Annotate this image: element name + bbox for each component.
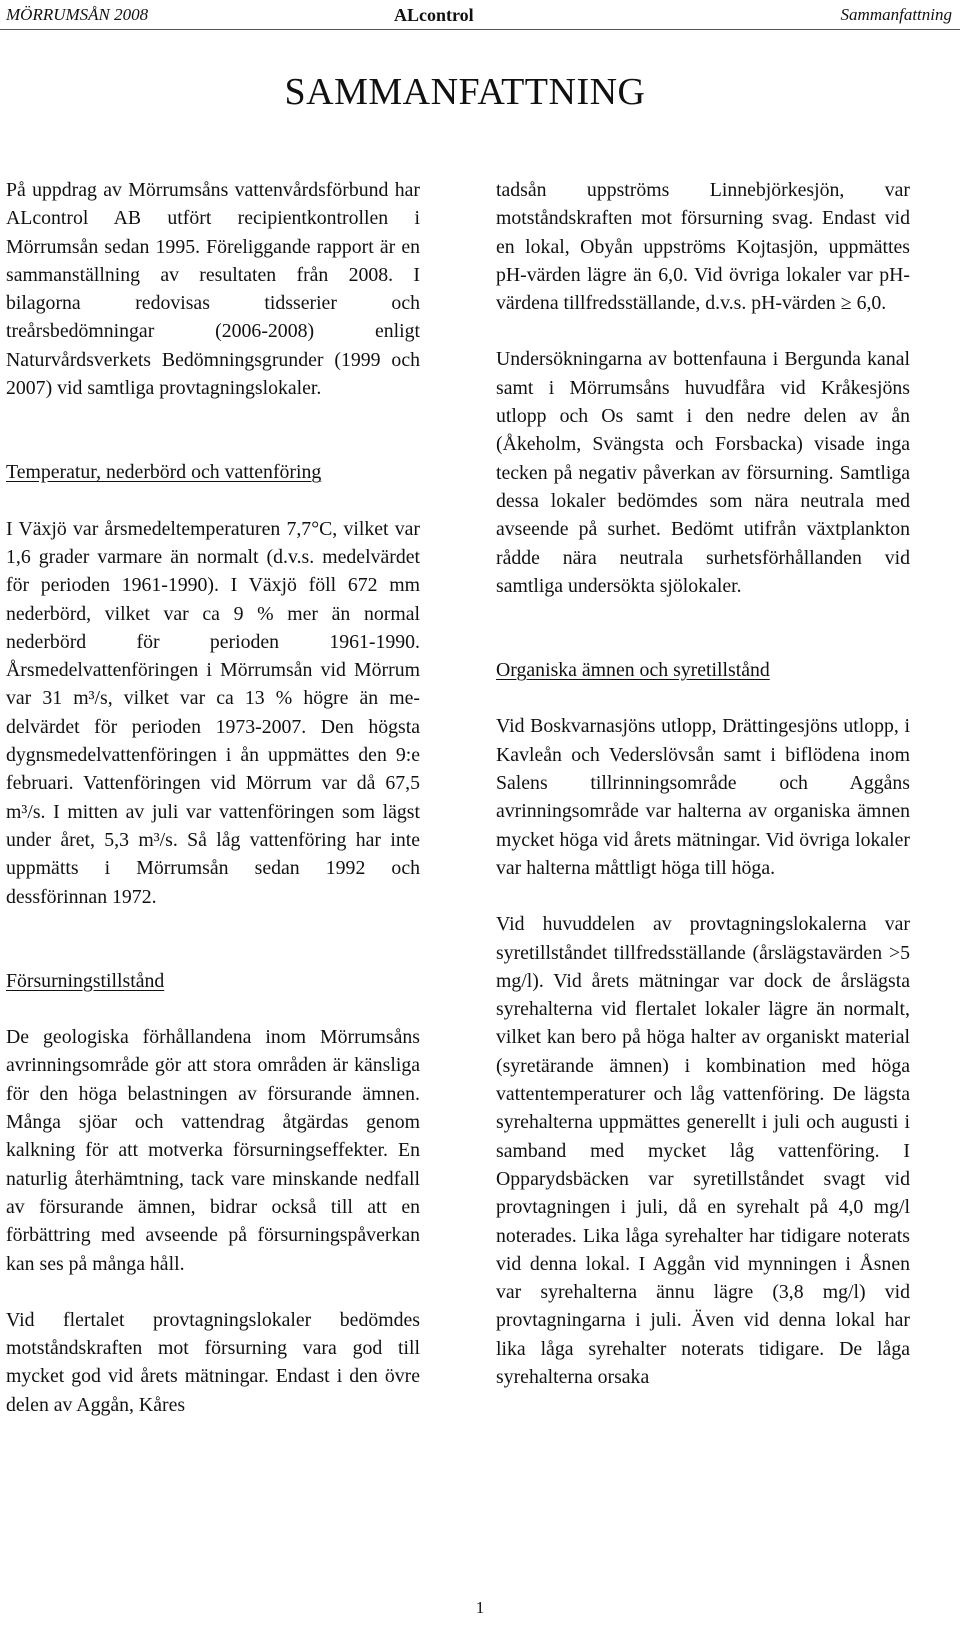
organic-paragraph: Vid Boskvarnasjöns utlopp, Drättingesjöns utlopp, i Kavleån och Vederslövsån samt i biflödena inom Salens tillrinningsområde och Aggåns avrinningsområde var halterna av organiska ämnen mycket höga vid årets mätningar. Vid övriga lokaler var halterna måttligt höga till höga. [496,715,910,879]
section-heading-organic: Organiska ämnen och syretillstånd [496,659,770,682]
section-heading-acidification: Försurningstillstånd [6,969,165,992]
right-column [496,176,910,1391]
header-section: Sammanfattning [840,5,952,24]
bottom-fauna-paragraph: Undersökningarna av bottenfauna i Bergunda kanal samt i Mörrumsåns huvudfåra vid Kråkesjöns utlopp och Os samt i den nedre delen av ån (Åkeholm, Svängsta och Forsbacka) visade inga tecken på negativ påverkan av försurning. Samtliga dessa lokaler bedömdes som nära neutrala med avseende på surhet. Bedömt utifrån växtplankton rådde nära neutrala surhetsförhållanden vid samtliga undersökta sjölokaler. [496,348,910,597]
temperature-paragraph: I Växjö var årsmedeltemperaturen 7,7°C, vilket var 1,6 grader varmare än normalt (d.v.s. medelvärdet för perioden 1961-1990). I Växjö föll 672 mm nederbörd, vilket var ca 9 % mer än normal nederbörd för perioden 1961-1990. Årsmedelvattenföringen i Mörrumsån vid Mörrum var 31 m³/s, vilket var ca 13 % högre än medelvärdet för perioden 1973-2007. Den högsta dygnsmedelvattenföringen i ån uppmättes den 9:e februari. Vattenföringen vid Mörrum var då 67,5 m³/s. I mitten av juli var vattenföringen som lägst under året, 5,3 m³/s. Så låg vattenföring har inte uppmätts i Mörrumsån sedan 1992 och dessförinnan 1972. [6,517,420,908]
intro-paragraph: På uppdrag av Mörrumsåns vattenvårdsförbund har ALcontrol AB utfört recipientkontrollen i Mörrumsån sedan 1995. Föreliggande rapport är en sammanställning av resultaten från 2008. I bilagorna redovisas tidsserier och treårsbedömningar (2006-2008) enligt Naturvårdsverkets Bedömningsgrunder (1999 och 2007) vid samtliga provtagningslokaler. [6,179,420,400]
page-title: SAMMANFATTNING [284,71,646,113]
left-column [6,176,420,1419]
oxygen-paragraph: Vid huvuddelen av provtagningslokalerna var syretillståndet tillfredsställande (årslägstavärden >5 mg/l). Vid årets mätningar var dock de årslägsta syrehalterna vid flertalet lokaler lägre än normalt, vilket kan bero på höga halter av organiskt material (syretärande ämnen) i kombination med höga vattentemperaturer och låg vattenföring. De lägsta syrehalterna uppmättes generellt i juli och augusti i samband med mycket låg vattenföring. I Opparydsbäcken var syretillståndet svagt vid provtagningen i juli, då en syrehalt på 4,0 mg/l noterades. Lika låga syrehalter har tidigare noterats vid denna lokal. I Aggån vid mynningen i Åsnen var syrehalterna ännu lägre (3,8 mg/l) vid provtagningarna i juli. Även vid denna lokal har lika låga syrehalter noterats tidigare. De låga syrehalterna orsaka [496,913,910,1388]
header-divider [0,29,960,30]
header-report-name: MÖRRUMSÅN 2008 [6,5,149,24]
acidification-paragraph-2: Vid flertalet provtagningslokaler bedömdes motståndskraften mot försurning vara god till mycket god vid årets mätningar. Endast i den övre delen av Aggån, Kåres [6,1308,420,1416]
page-header [0,0,960,26]
page-number: 1 [475,1598,485,1617]
section-heading-temperature: Temperatur, nederbörd och vattenföring [6,461,322,484]
acidification-paragraph-3: tadsån uppströms Linnebjörkesjön, var motståndskraften mot försurning svag. Endast vid en lokal, Obyån uppströms Kojtasjön, uppmättes pH-värden lägre än 6,0. Vid övriga lokaler var pH-värdena tillfredsställande, d.v.s. pH-värden ≥ 6,0. [496,179,910,315]
header-company: ALcontrol [394,5,474,25]
acidification-paragraph-1: De geologiska förhållandena inom Mörrumsåns avrinningsområde gör att stora områden är känsliga för den höga belastningen av försurande ämnen. Många sjöar och vattendrag åtgärdas genom kalkning för att motverka försurningseffekter. En naturlig återhämtning, tack vare minskande nedfall av försurande ämnen, bidrar också till att en förbättring med avseende på försurningspåverkan kan ses på många håll. [6,1026,420,1275]
